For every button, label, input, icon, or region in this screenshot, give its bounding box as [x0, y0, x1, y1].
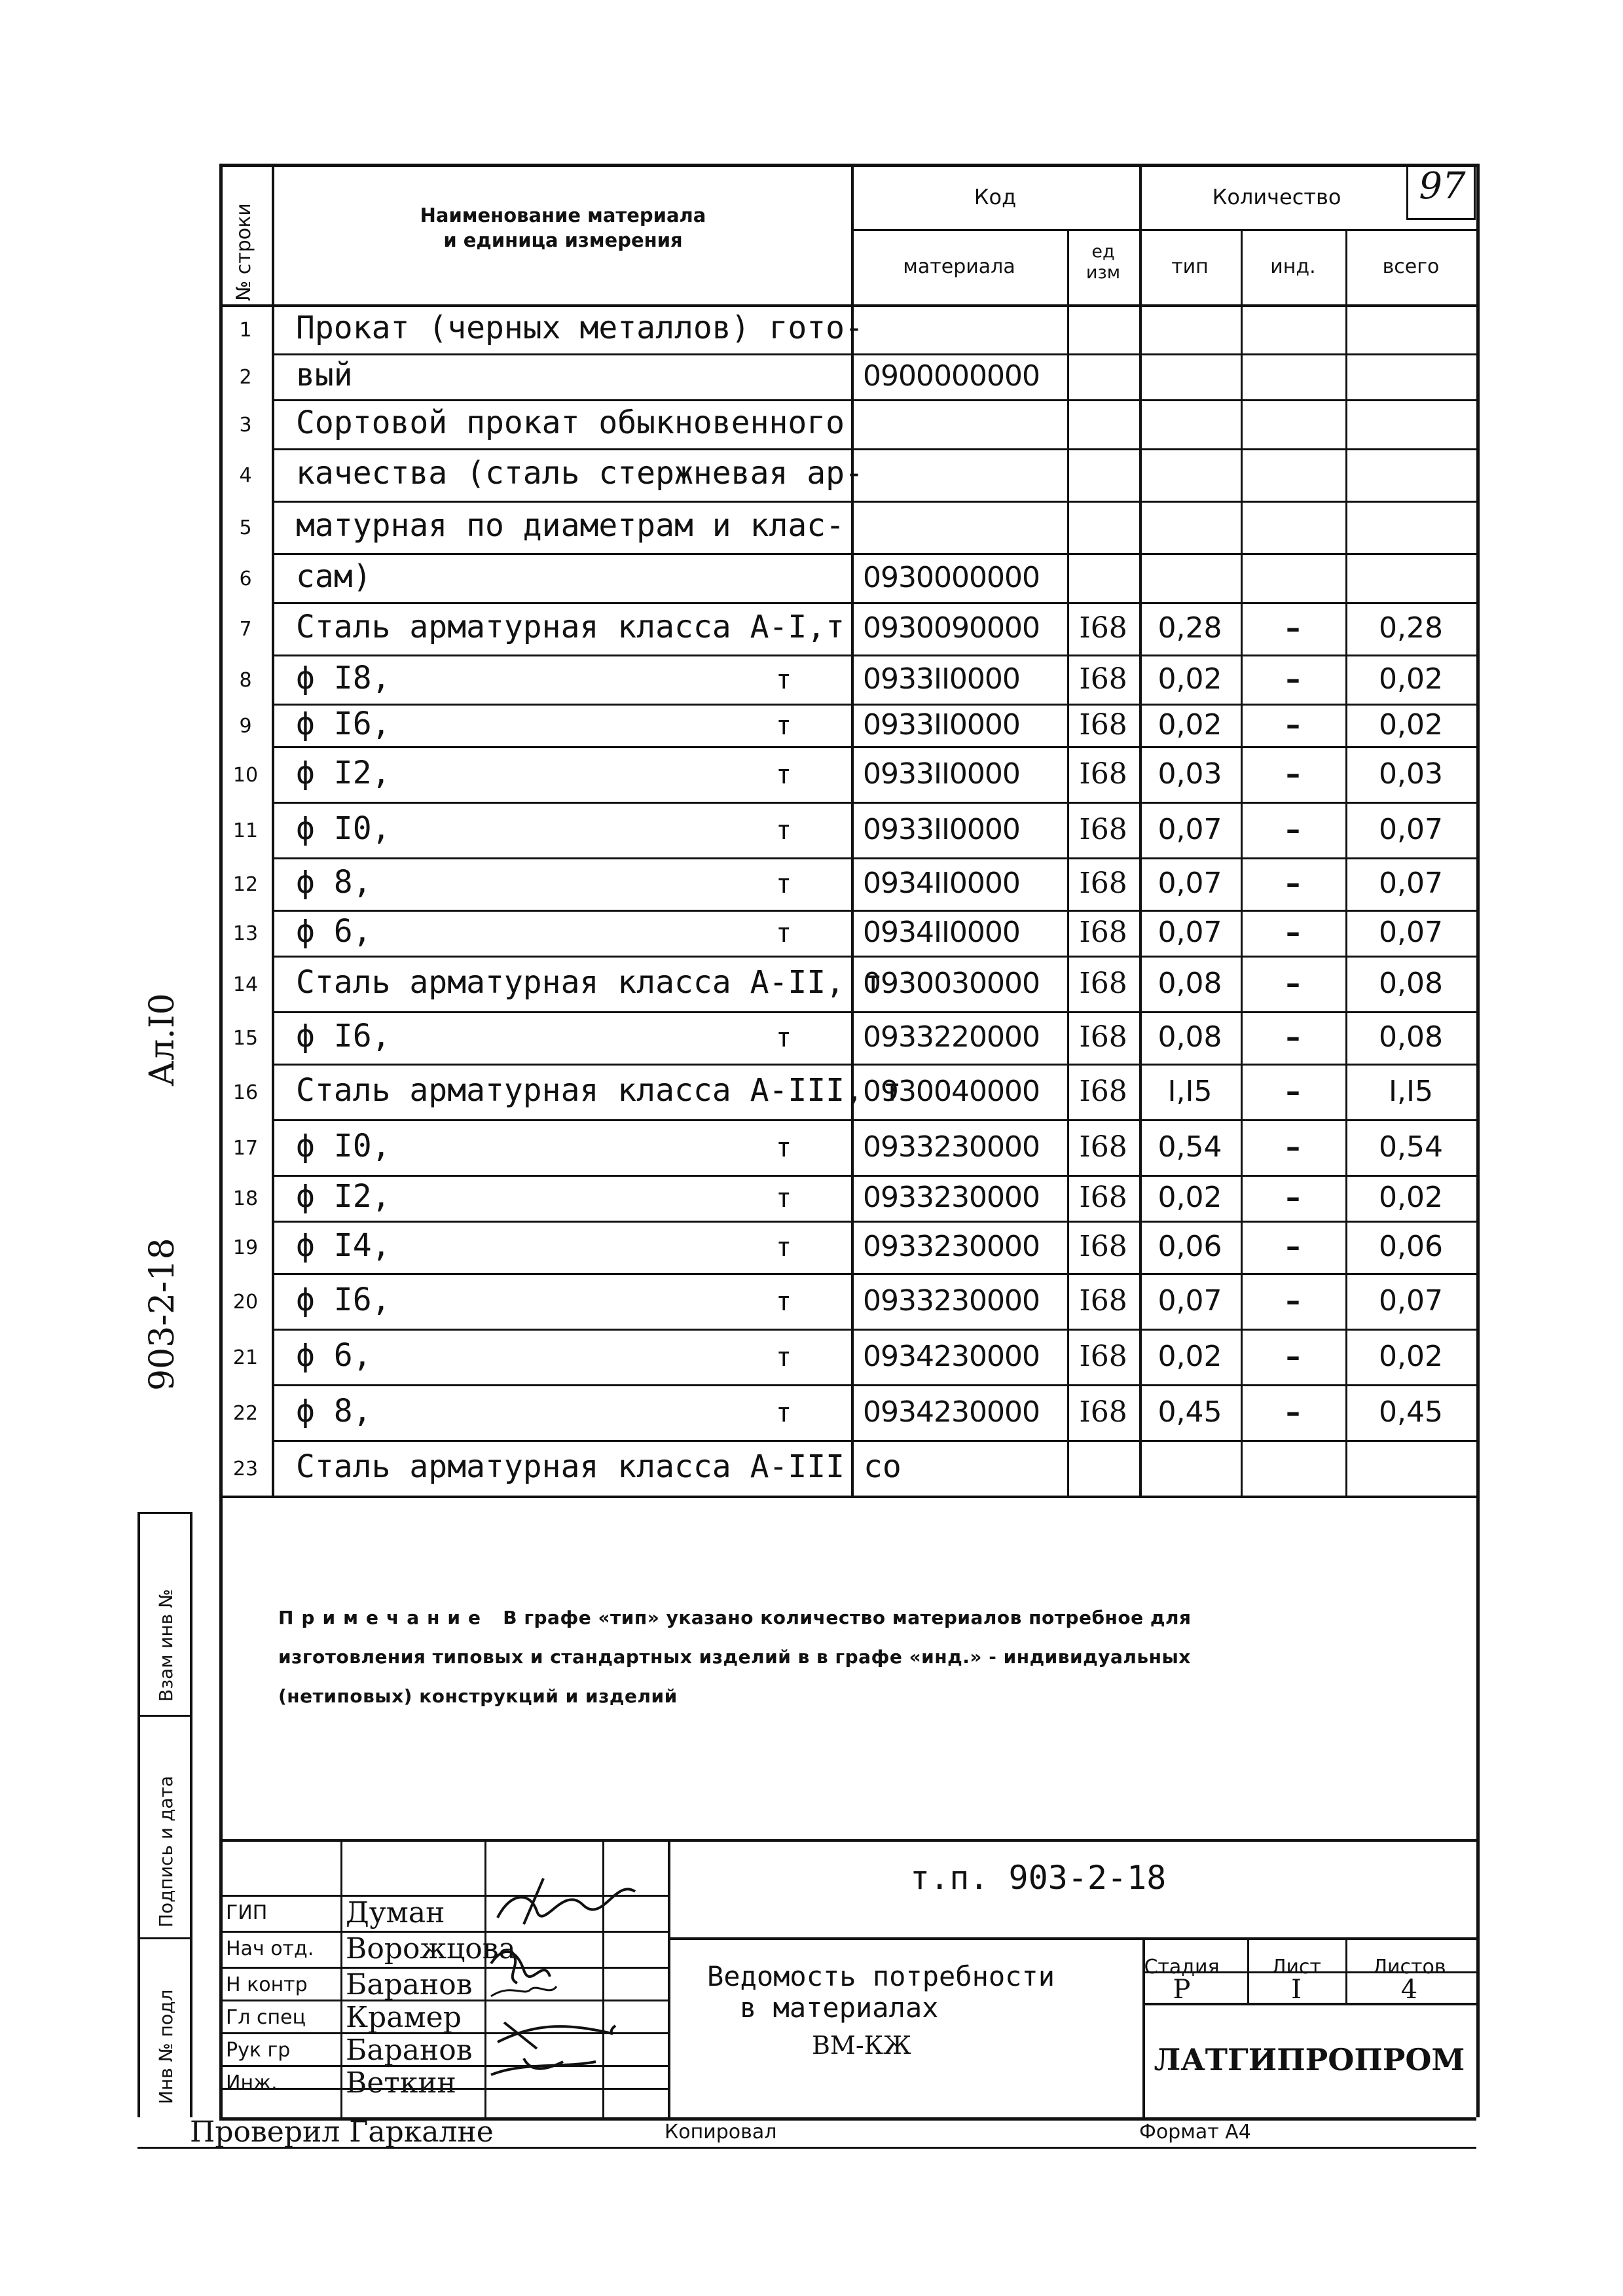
row-line [272, 655, 1476, 656]
material-name: ϕ I2, [296, 1178, 391, 1215]
material-unit: т [776, 664, 792, 695]
material-code: 0933II0000 [863, 662, 1020, 696]
row-number: 23 [232, 1457, 259, 1480]
material-name: Сортовой прокат обыкновенного [296, 404, 845, 441]
row-line [272, 704, 1476, 706]
quantity-total: 0,45 [1379, 1395, 1443, 1429]
material-name: вый [296, 357, 353, 393]
page-number: 97 [1419, 165, 1466, 207]
quantity-typ: 0,02 [1158, 1339, 1222, 1373]
stamp-stage-label: Стадия [1144, 1956, 1220, 1979]
stamp-top-line [219, 1839, 1476, 1842]
material-code: 0930030000 [863, 966, 1040, 1000]
quantity-total: 0,02 [1379, 1339, 1443, 1373]
quantity-typ: I,I5 [1167, 1074, 1213, 1108]
material-name: ϕ I2, [296, 754, 391, 791]
row-line [272, 857, 1476, 859]
material-unit: т [776, 1183, 792, 1213]
row-number: 1 [239, 318, 252, 342]
quantity-typ: 0,45 [1158, 1395, 1222, 1429]
material-unit: т [776, 918, 792, 948]
material-code: 0934II0000 [863, 916, 1020, 949]
stamp-sheets: 4 [1400, 1975, 1418, 2005]
stamp-person: Веткин [346, 2066, 456, 2100]
stamp-role: ГИП [226, 1901, 268, 1924]
material-code: 0934230000 [863, 1395, 1040, 1429]
stamp-copied: Копировал [665, 2121, 777, 2144]
material-name: ϕ I6, [296, 1281, 391, 1318]
row-line [272, 1119, 1476, 1121]
header-split-line [851, 229, 1476, 231]
unit-code: I68 [1079, 1283, 1127, 1318]
stamp-person: Крамер [346, 2001, 462, 2034]
table-top-border [219, 164, 1476, 167]
stamp-sheets-label: Листов [1372, 1956, 1446, 1979]
row-number: 9 [239, 714, 252, 738]
row-line [272, 910, 1476, 912]
quantity-typ: 0,54 [1158, 1130, 1222, 1164]
side-album: Ал.I0 [143, 993, 182, 1086]
material-name: Сталь арматурная класса А-I,т [296, 609, 845, 645]
signature-5 [491, 2058, 596, 2075]
stamp-role: Н контр [226, 1973, 308, 1996]
table-right-border [1476, 164, 1480, 2117]
material-name: сам) [296, 558, 372, 595]
material-unit: т [776, 815, 792, 846]
row-number: 6 [239, 567, 252, 590]
quantity-ind: – [1286, 1074, 1300, 1108]
quantity-ind: – [1286, 1181, 1300, 1214]
unit-code: I68 [1079, 1130, 1127, 1164]
quantity-ind: – [1286, 812, 1300, 846]
row-line [272, 1221, 1476, 1223]
material-name: ϕ I6, [296, 705, 391, 742]
material-name: Сталь арматурная класса А-III со [296, 1448, 902, 1485]
stamp-format: Формат А4 [1139, 2121, 1251, 2144]
material-code: 0933230000 [863, 1130, 1040, 1164]
stamp-checked: Проверил Гаркалне [190, 2115, 494, 2149]
signature-4 [498, 2022, 615, 2049]
material-code: 0934II0000 [863, 867, 1020, 900]
row-line [272, 1384, 1476, 1386]
row-number: 21 [232, 1346, 259, 1369]
unit-code: I68 [1079, 708, 1127, 742]
stamp-title-line3: ВМ-КЖ [812, 2031, 911, 2060]
stamp-role: Рук гр [226, 2039, 291, 2062]
row-number: 5 [239, 516, 252, 539]
code-column-border [851, 164, 854, 1496]
quantity-total: 0,54 [1379, 1130, 1443, 1164]
side-margin-line [137, 1715, 190, 1717]
quantity-ind: – [1286, 1020, 1300, 1054]
material-unit: т [776, 1286, 792, 1317]
row-line [272, 1329, 1476, 1331]
quantity-ind: – [1286, 916, 1300, 949]
stamp-person: Баранов [346, 1968, 473, 2001]
stamp-role: Гл спец [226, 2006, 306, 2029]
quantity-total: 0,07 [1379, 812, 1443, 846]
quantity-typ: 0,08 [1158, 966, 1222, 1000]
material-name: ϕ 8, [296, 864, 372, 901]
row-line [272, 553, 1476, 555]
unit-code: I68 [1079, 812, 1127, 846]
material-name: ϕ I4, [296, 1227, 391, 1264]
signature-3 [491, 1986, 556, 1996]
row-line [272, 1440, 1476, 1442]
material-name: Сталь арматурная класса А-III, т [296, 1071, 902, 1109]
row-line [272, 1011, 1476, 1013]
row-number: 8 [239, 668, 252, 692]
material-name: матурная по диаметрам и клас- [296, 507, 845, 544]
material-unit: т [776, 1232, 792, 1263]
material-header: материала [903, 255, 1015, 278]
unit-header-line1: ед [1091, 242, 1115, 262]
unit-code: I68 [1079, 1230, 1127, 1263]
side-doc-code: 903-2-18 [143, 1238, 182, 1391]
quantity-typ: 0,08 [1158, 1020, 1222, 1054]
quantity-ind: – [1286, 1130, 1300, 1164]
note-label: Примечание [278, 1607, 489, 1628]
signature-2 [491, 1950, 550, 1983]
quantity-total: 0,07 [1379, 867, 1443, 900]
quantity-typ: 0,02 [1158, 708, 1222, 742]
stamp-column-line [340, 1839, 342, 2117]
material-unit: т [776, 759, 792, 790]
material-code: 0933230000 [863, 1181, 1040, 1214]
quantity-total: 0,07 [1379, 1283, 1443, 1318]
material-code: 0930000000 [863, 560, 1040, 594]
material-code: 0930040000 [863, 1074, 1040, 1108]
quantity-total: 0,08 [1379, 1020, 1443, 1054]
material-name: ϕ 6, [296, 913, 372, 950]
quantity-typ: 0,07 [1158, 867, 1222, 900]
row-line [272, 1064, 1476, 1066]
side-sign-date: Подпись и дата [155, 1776, 177, 1928]
material-name: ϕ I8, [296, 659, 391, 696]
note-text-1: В графе «тип» указано количество материалов потребное для [503, 1607, 1192, 1628]
material-unit: т [776, 710, 792, 741]
row-number: 3 [239, 413, 252, 437]
side-margin-border [137, 1512, 140, 2117]
unit-code: I68 [1079, 757, 1127, 791]
quantity-typ: 0,07 [1158, 916, 1222, 949]
quantity-typ: 0,07 [1158, 812, 1222, 846]
quantity-total: 0,03 [1379, 757, 1443, 791]
row-number: 22 [232, 1401, 259, 1425]
signature-1 [498, 1878, 635, 1924]
number-column-border [272, 164, 274, 1496]
quantity-total: I,I5 [1389, 1074, 1433, 1108]
material-name: ϕ 6, [296, 1336, 372, 1374]
stamp-person: Думан [346, 1896, 445, 1929]
quantity-ind: – [1286, 1395, 1300, 1429]
row-number: 15 [232, 1027, 259, 1050]
row-number: 16 [232, 1081, 259, 1104]
quantity-typ: 0,06 [1158, 1230, 1222, 1263]
quantity-total: 0,06 [1379, 1230, 1443, 1263]
material-code: 0933II0000 [863, 812, 1020, 846]
material-code: 0930090000 [863, 611, 1040, 645]
stamp-role: Инж. [226, 2072, 278, 2094]
unit-code: I68 [1079, 1181, 1127, 1214]
ind-header: инд. [1270, 255, 1316, 278]
quantity-typ: 0,03 [1158, 757, 1222, 791]
stamp-person: Ворожцова [346, 1932, 516, 1965]
header-bottom-line [219, 304, 1476, 307]
material-code: 0933230000 [863, 1283, 1040, 1318]
material-unit: т [776, 1023, 792, 1053]
material-unit: т [776, 1342, 792, 1372]
material-name: Сталь арматурная класса А-II, т [296, 963, 883, 1001]
quantity-ind: – [1286, 757, 1300, 791]
quantity-ind: – [1286, 611, 1300, 645]
material-code: 0900000000 [863, 359, 1040, 393]
typ-header: тип [1171, 255, 1209, 278]
material-code: 0933220000 [863, 1020, 1040, 1054]
row-line [272, 501, 1476, 503]
row-line [272, 956, 1476, 958]
row-line [272, 353, 1476, 355]
stamp-line [668, 1937, 1476, 1940]
side-margin-inner-border [190, 1512, 192, 2117]
note-line1 [278, 1607, 1191, 1628]
side-margin-line [137, 1937, 190, 1939]
total-header: всего [1382, 255, 1440, 278]
stamp-sheet-label: Лист [1271, 1956, 1322, 1979]
quantity-ind: – [1286, 1339, 1300, 1373]
quantity-ind: – [1286, 966, 1300, 1000]
stamp-org: ЛАТГИПРОПРОМ [1154, 2042, 1465, 2077]
quantity-ind: – [1286, 662, 1300, 696]
note-line2: изготовления типовых и стандартных изделий в в графе «инд.» - индивидуальных [278, 1646, 1191, 1668]
side-margin-line [137, 1512, 190, 1514]
row-line [272, 399, 1476, 401]
quantity-typ: 0,02 [1158, 1181, 1222, 1214]
quantity-ind: – [1286, 867, 1300, 900]
note-line3: (нетиповых) конструкций и изделий [278, 1685, 678, 1707]
unit-code: I68 [1079, 662, 1127, 696]
material-unit: т [776, 1397, 792, 1428]
unit-code: I68 [1079, 916, 1127, 949]
name-header-line1: Наименование материала [420, 204, 706, 226]
unit-code: I68 [1079, 1074, 1127, 1108]
unit-header-line2: изм [1085, 262, 1121, 283]
row-number: 18 [232, 1187, 259, 1210]
row-number: 17 [232, 1136, 259, 1160]
row-number: 12 [232, 873, 259, 896]
signatures [484, 1865, 681, 2140]
row-number: 10 [232, 763, 259, 787]
row-line [272, 1175, 1476, 1177]
side-inv-orig: Инв № подл [155, 1989, 177, 2104]
row-number: 19 [232, 1236, 259, 1259]
unit-code: I68 [1079, 1395, 1127, 1429]
unit-code: I68 [1079, 611, 1127, 645]
material-code: 0934230000 [863, 1339, 1040, 1373]
quantity-total: 0,07 [1379, 916, 1443, 949]
row-number-header: № строки [232, 203, 255, 301]
quantity-ind: – [1286, 1230, 1300, 1263]
stamp-person: Баранов [346, 2034, 473, 2067]
row-line [272, 448, 1476, 450]
unit-code: I68 [1079, 867, 1127, 900]
stamp-title-line2: в материалах [740, 1992, 939, 2024]
row-number: 11 [232, 819, 259, 842]
material-name: ϕ 8, [296, 1392, 372, 1429]
quantity-typ: 0,28 [1158, 611, 1222, 645]
name-header-line2: и единица измерения [443, 229, 683, 251]
unit-code: I68 [1079, 1339, 1127, 1373]
row-number: 4 [239, 464, 252, 487]
row-line [272, 602, 1476, 604]
quantity-typ: 0,02 [1158, 662, 1222, 696]
stamp-role: Нач отд. [226, 1937, 314, 1960]
stamp-title-line1: Ведомость потребности [707, 1960, 1055, 1992]
quantity-total: 0,02 [1379, 1181, 1443, 1214]
quantity-ind: – [1286, 1283, 1300, 1318]
row-number: 20 [232, 1290, 259, 1314]
table-bottom-line [219, 1496, 1476, 1498]
row-line [272, 1273, 1476, 1275]
material-unit: т [776, 869, 792, 899]
material-code: 0933II0000 [863, 708, 1020, 742]
quantity-typ: 0,07 [1158, 1283, 1222, 1318]
material-code: 0933II0000 [863, 757, 1020, 791]
unit-code: I68 [1079, 1020, 1127, 1054]
stamp-doc-number: т.п. 903-2-18 [910, 1859, 1167, 1897]
material-name: качества (сталь стержневая ар- [296, 455, 864, 492]
row-line [272, 746, 1476, 748]
material-name: ϕ I0, [296, 810, 391, 847]
material-name: Прокат (черных металлов) гото- [296, 309, 864, 346]
material-name: ϕ I0, [296, 1127, 391, 1164]
quantity-total: 0,02 [1379, 662, 1443, 696]
row-number: 2 [239, 366, 252, 389]
row-number: 7 [239, 618, 252, 641]
row-number: 13 [232, 922, 259, 945]
material-unit: т [776, 1132, 792, 1163]
quantity-ind: – [1286, 708, 1300, 742]
unit-code: I68 [1079, 966, 1127, 1000]
quantity-total: 0,08 [1379, 966, 1443, 1000]
stamp-sheet: I [1291, 1975, 1302, 2005]
quantity-total: 0,02 [1379, 708, 1443, 742]
code-header: Код [974, 185, 1017, 209]
row-number: 14 [232, 973, 259, 996]
quantity-total: 0,28 [1379, 611, 1443, 645]
material-code: 0933230000 [863, 1230, 1040, 1263]
material-name: ϕ I6, [296, 1018, 391, 1054]
quantity-header: Количество [1212, 185, 1341, 209]
stamp-stage: Р [1173, 1975, 1191, 2005]
side-inv-no: Взам инв № [155, 1588, 177, 1702]
row-line [272, 802, 1476, 804]
